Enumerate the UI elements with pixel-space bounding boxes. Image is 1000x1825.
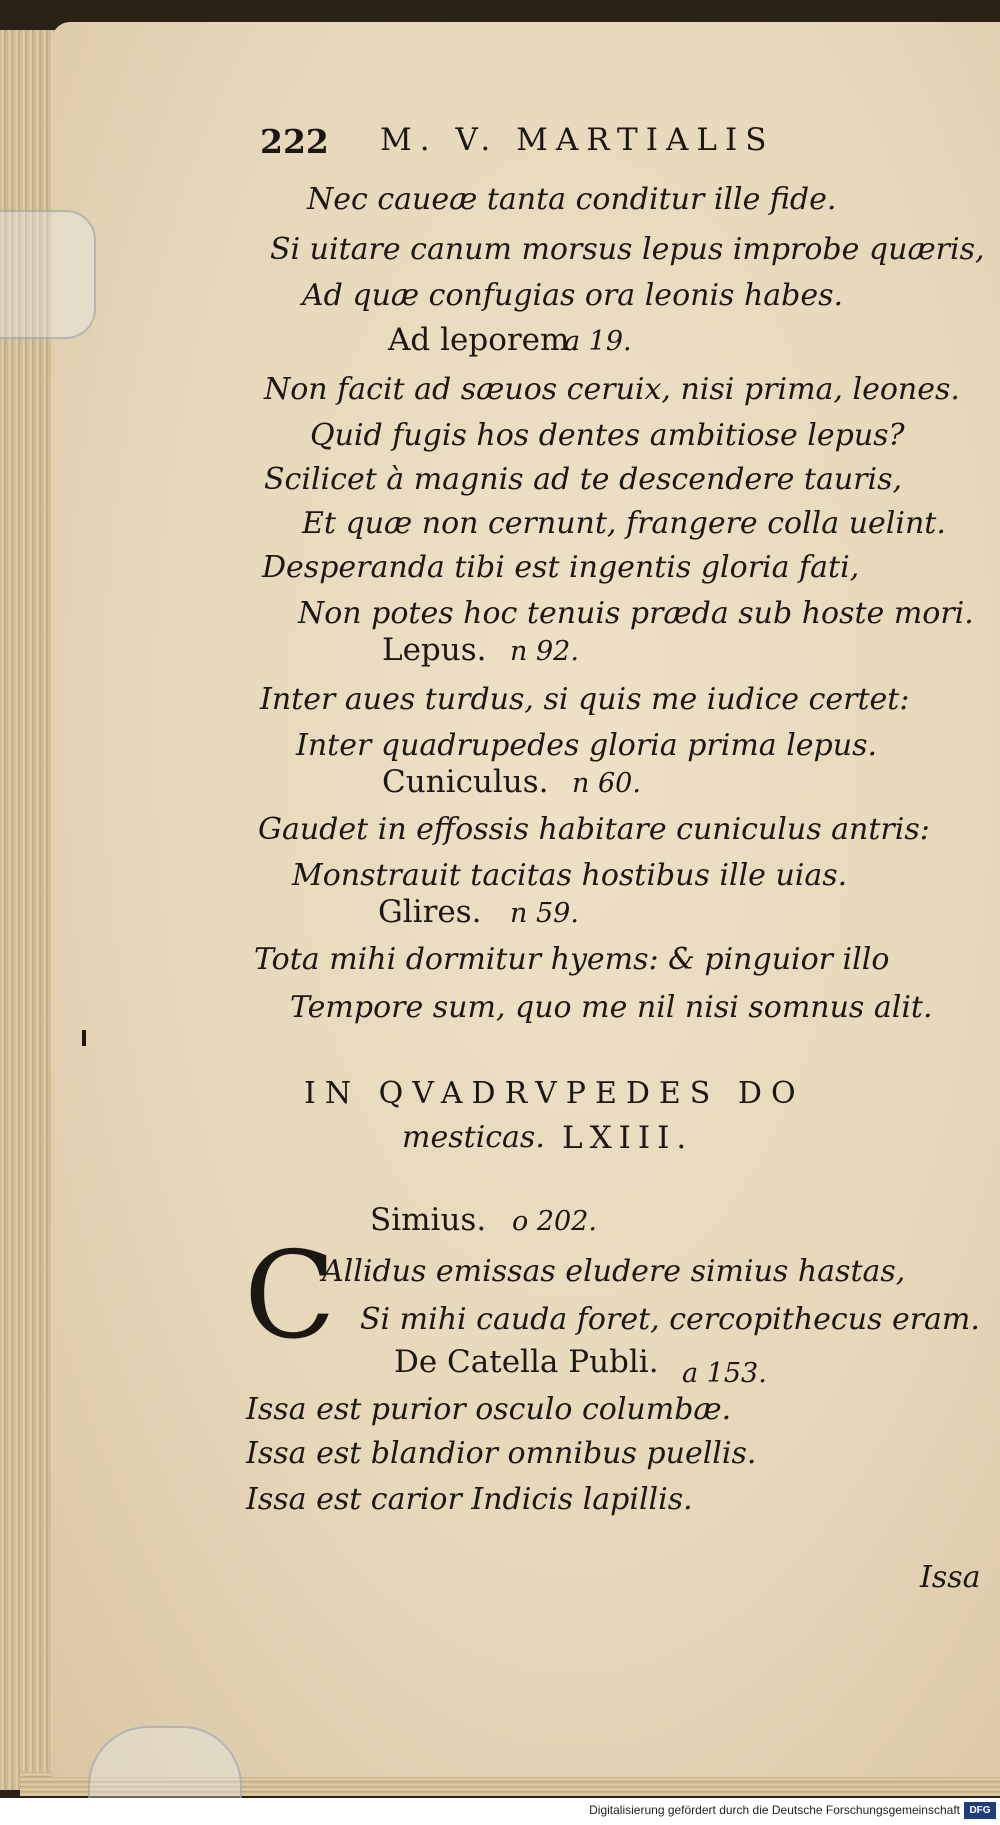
verse-line: Quid fugis hos dentes ambitiose lepus? [310,418,905,453]
verse-line: Et quæ non cernunt, frangere colla uelint. [302,506,946,541]
section-numeral: LXIII. [562,1120,694,1156]
verse-line: Non potes hoc tenuis præda sub hoste mori. [298,596,974,631]
verse-line: Issa est blandior omnibus puellis. [246,1436,757,1471]
poem-heading: De Catella Publi. [394,1344,659,1380]
page-number: 222 [260,122,329,161]
verse-line: Inter quadrupedes gloria prima lepus. [296,728,878,763]
section-title-continuation: mesticas. [402,1120,545,1155]
verse-line: Tempore sum, quo me nil nisi somnus alit. [290,990,933,1025]
verse-line: Issa est purior osculo columbæ. [246,1392,732,1427]
poem-reference: n 60. [572,768,641,799]
poem-reference: a 153. [682,1358,767,1389]
footer-bar [0,1798,1000,1825]
book-page [52,22,1000,1777]
poem-heading: Cuniculus. [382,764,549,800]
verse-line: Si mihi cauda foret, cercopithecus eram. [360,1302,980,1337]
catchword: Issa [920,1560,981,1595]
verse-line: Gaudet in effossis habitare cuniculus antris: [258,812,930,847]
dfg-logo-icon: DFG [964,1802,996,1819]
footer-credit: Digitalisierung gefördert durch die Deutsche Forschungsgemeinschaft [589,1803,960,1817]
poem-reference: n 59. [510,898,579,929]
verse-line: Issa est carior Indicis lapillis. [246,1482,693,1517]
verse-line: Inter aues turdus, si quis me iudice certet: [260,682,910,717]
verse-line: Non facit ad sæuos ceruix, nisi prima, leones. [264,372,960,407]
poem-reference: n 92. [510,636,579,667]
poem-heading: Lepus. [382,632,487,668]
section-title: IN QVADRVPEDES DO [304,1076,805,1111]
drop-capital: C [244,1227,336,1366]
page-clip [0,210,96,339]
poem-reference: a 19. [564,326,632,357]
verse-line: Nec caueæ tanta conditur ille fide. [307,182,837,217]
poem-heading: Ad leporem. [388,322,580,358]
poem-heading: Glires. [378,894,482,930]
verse-line: Tota mihi dormitur hyems: & pinguior illo [254,942,890,977]
verse-line: Allidus emissas eludere simius hastas, [322,1254,906,1289]
running-title: M. V. MARTIALIS [380,122,775,158]
verse-line: Scilicet à magnis ad te descendere tauris, [264,462,903,497]
verse-line: Monstrauit tacitas hostibus ille uias. [292,858,848,893]
ink-mark [82,1030,86,1046]
verse-line: Si uitare canum morsus lepus improbe quæris, [270,232,985,267]
poem-heading: Simius. [370,1202,487,1238]
poem-reference: o 202. [512,1206,597,1237]
verse-line: Ad quæ confugias ora leonis habes. [302,278,844,313]
verse-line: Desperanda tibi est ingentis gloria fati, [262,550,860,585]
